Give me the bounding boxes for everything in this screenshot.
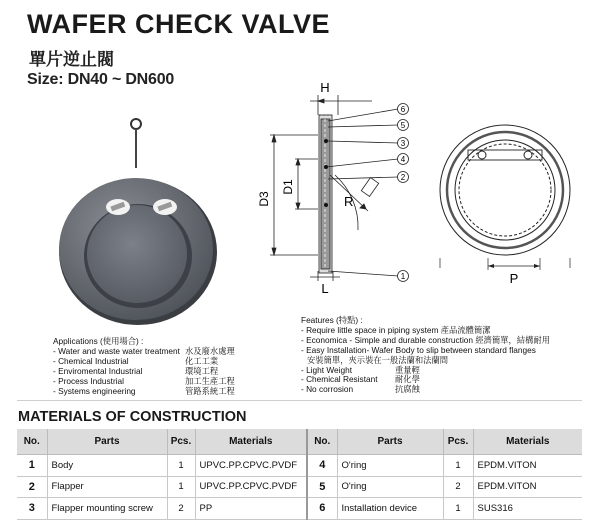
materials-title: MATERIALS OF CONSTRUCTION xyxy=(18,409,247,425)
dim-l-label: L xyxy=(321,281,329,296)
col-parts: Parts xyxy=(337,429,443,455)
callout-4: 4 xyxy=(400,155,406,164)
col-no: No. xyxy=(17,429,47,455)
callout-1: 1 xyxy=(400,272,406,281)
callout-5: 5 xyxy=(400,121,406,130)
feature-line: - Easy Installation- Wafer Body to slip between standard flanges xyxy=(301,344,536,355)
col-pcs: Pcs. xyxy=(167,429,195,455)
feature-zh: 抗腐蝕 xyxy=(395,384,420,395)
front-view-drawing xyxy=(430,118,590,288)
table-header-row xyxy=(17,429,582,455)
size-range: Size: DN40 ~ DN600 xyxy=(27,71,175,88)
dim-r-label: R xyxy=(344,194,354,209)
divider xyxy=(17,400,582,401)
cell-pcs: 1 xyxy=(167,455,195,477)
feature-line: - Economica - Simple and durable construction 經濟簡單，結構耐用 xyxy=(301,334,550,345)
col-pcs: Pcs. xyxy=(443,429,473,455)
application-en: - Enviromental Industrial xyxy=(53,365,143,376)
application-zh: 加工生產工程 xyxy=(185,375,235,386)
feature-en: - Chemical Resistant xyxy=(301,374,378,385)
feature-zh: 耐化學 xyxy=(395,374,420,385)
cell-no: 1 xyxy=(17,455,47,477)
col-parts: Parts xyxy=(47,429,167,455)
application-en: - Process Industrial xyxy=(53,375,125,386)
dim-p-label: P xyxy=(509,271,519,286)
application-en: - Water and waste water treatment xyxy=(53,345,180,356)
cell-pcs: 2 xyxy=(443,476,473,498)
feature-en: - Light Weight xyxy=(301,364,353,375)
callout-6: 6 xyxy=(400,105,406,114)
application-en: - Systems engineering xyxy=(53,385,136,396)
application-zh: 水及廢水處理 xyxy=(185,345,235,356)
features-block xyxy=(301,316,550,395)
hook-ring-icon xyxy=(131,119,141,129)
feature-line: 安裝簡單，夾示裝在一般法蘭和法蘭間 xyxy=(307,354,449,365)
section-drawing xyxy=(240,75,425,315)
cell-no: 2 xyxy=(17,476,47,498)
cell-material: EPDM.VITON xyxy=(473,455,582,477)
callout-2: 2 xyxy=(400,173,406,182)
cell-part: Flapper mounting screw xyxy=(47,498,167,520)
application-en: - Chemical Industrial xyxy=(53,355,129,366)
feature-zh: 重量輕 xyxy=(395,364,420,375)
feature-en: - No corrosion xyxy=(301,384,354,395)
application-zh: 化工工業 xyxy=(185,355,219,366)
applications-heading: Applications (使用場合) : xyxy=(53,336,144,346)
feature-line: - Require little space in piping system 產品流體簡潔 xyxy=(301,324,491,335)
cell-pcs: 1 xyxy=(443,455,473,477)
cell-material: UPVC.PP.CPVC.PVDF xyxy=(195,455,307,477)
col-materials: Materials xyxy=(473,429,582,455)
dim-d3-label: D3 xyxy=(257,191,271,207)
features-heading: Features (特點) : xyxy=(301,315,363,325)
col-materials: Materials xyxy=(195,429,307,455)
application-zh: 環境工程 xyxy=(185,365,219,376)
applications-block xyxy=(53,337,235,396)
cell-part: Body xyxy=(47,455,167,477)
dim-h-label: H xyxy=(320,80,330,95)
valve-photo xyxy=(55,108,235,333)
cell-material: SUS316 xyxy=(473,498,582,520)
table-row xyxy=(17,476,582,498)
table-row xyxy=(17,498,582,520)
cell-material: UPVC.PP.CPVC.PVDF xyxy=(195,476,307,498)
cell-no: 6 xyxy=(307,498,337,520)
dim-d1-label: D1 xyxy=(281,179,295,195)
cell-pcs: 2 xyxy=(167,498,195,520)
materials-table xyxy=(17,429,582,520)
col-no: No. xyxy=(307,429,337,455)
application-zh: 管路系統工程 xyxy=(185,385,235,396)
callout-3: 3 xyxy=(400,139,406,148)
cell-material: PP xyxy=(195,498,307,520)
cell-part: O'ring xyxy=(337,476,443,498)
cell-part: Installation device xyxy=(337,498,443,520)
cell-pcs: 1 xyxy=(443,498,473,520)
cell-pcs: 1 xyxy=(167,476,195,498)
table-row xyxy=(17,455,582,477)
cell-no: 5 xyxy=(307,476,337,498)
cell-no: 4 xyxy=(307,455,337,477)
page-subtitle-chinese: 單片逆止閥 xyxy=(29,50,114,69)
cell-part: O'ring xyxy=(337,455,443,477)
page-title: WAFER CHECK VALVE xyxy=(27,9,331,39)
cell-material: EPDM.VITON xyxy=(473,476,582,498)
cell-part: Flapper xyxy=(47,476,167,498)
cell-no: 3 xyxy=(17,498,47,520)
